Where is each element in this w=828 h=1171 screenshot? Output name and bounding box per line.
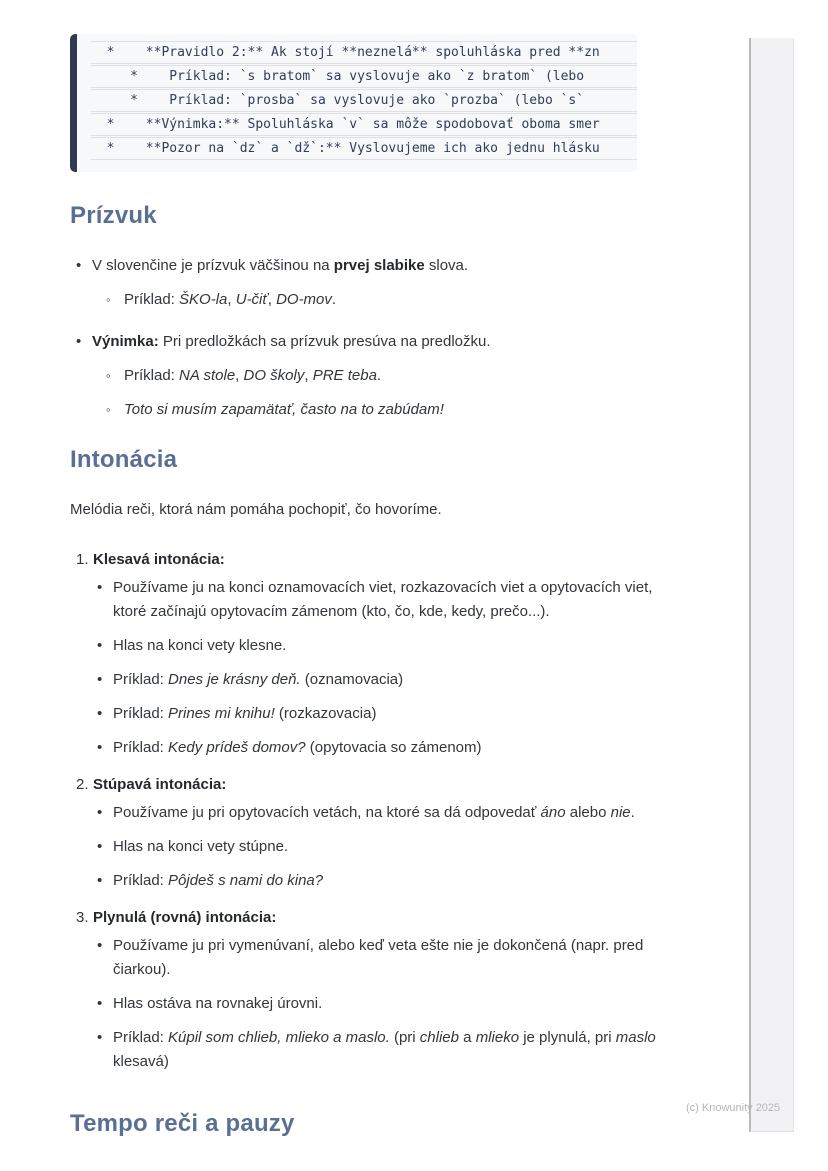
section-heading-prizvuk: Prízvuk: [70, 202, 157, 229]
item-number: 3.: [76, 909, 89, 926]
list-item: [70, 288, 690, 312]
item-title: Stúpavá intonácia:: [93, 776, 227, 793]
list-item: [70, 801, 690, 825]
bullet-icon: •: [97, 739, 103, 756]
item-title: Plynulá (rovná) intonácia:: [93, 909, 277, 926]
watermark: (c) Knowunity 2025: [686, 1102, 781, 1114]
list-item: [70, 1026, 690, 1074]
bullet-icon: •: [97, 995, 103, 1012]
bullet-icon: •: [76, 257, 82, 274]
prizvuk-list: [70, 254, 690, 422]
list-item: [70, 736, 690, 760]
bullet-icon: •: [97, 671, 103, 688]
list-item: [70, 934, 690, 982]
bullet-icon: •: [97, 838, 103, 855]
list-item: [70, 869, 690, 893]
bullet-icon: •: [97, 705, 103, 722]
list-item-text: Príklad: Kúpil som chlieb, mlieko a maslo. (pri chlieb a mlieko je plynulá, pri maslo klesavá): [113, 1029, 656, 1070]
list-item-text: Príklad: Dnes je krásny deň. (oznamovacia): [113, 671, 404, 688]
numbered-item: [70, 906, 690, 1074]
list-item: [70, 330, 690, 354]
list-item-text: Príklad: Prines mi knihu! (rozkazovacia): [113, 705, 377, 722]
list-item-text: Príklad: ŠKO-la, U-čiť, DO-mov.: [124, 291, 337, 308]
list-item-text: Hlas ostáva na rovnakej úrovni.: [113, 995, 323, 1012]
circle-bullet-icon: ◦: [106, 292, 111, 307]
document-content: [70, 34, 690, 1162]
list-item-text: Hlas na konci vety stúpne.: [113, 838, 289, 855]
code-block-lines: [77, 34, 637, 172]
circle-bullet-icon: ◦: [106, 402, 111, 417]
item-number: 1.: [76, 551, 89, 568]
bullet-icon: •: [97, 1029, 103, 1046]
item-title: Klesavá intonácia:: [93, 551, 225, 568]
circle-bullet-icon: ◦: [106, 368, 111, 383]
bullet-icon: •: [97, 937, 103, 954]
code-line: * **Výnimka:** Spoluhláska `v` sa môže spodobovať oboma smer: [91, 113, 637, 136]
bullet-icon: •: [76, 333, 82, 350]
bullet-group: [70, 254, 690, 312]
section-heading-intonacia: Intonácia: [70, 446, 178, 473]
scrollbar-track[interactable]: [749, 38, 794, 1132]
bullet-icon: •: [97, 872, 103, 889]
code-line: * Príklad: `prosba` sa vyslovuje ako `prozba` (lebo `s`: [91, 89, 637, 112]
list-item: [70, 576, 690, 624]
numbered-item-head: [70, 548, 690, 572]
intonacia-intro: Melódia reči, ktorá nám pomáha pochopiť, čo hovoríme.: [70, 501, 442, 518]
numbered-item-head: [70, 773, 690, 797]
numbered-item: [70, 548, 690, 760]
code-block: [70, 34, 637, 172]
list-item: [70, 992, 690, 1016]
list-item: [70, 702, 690, 726]
bullet-icon: •: [97, 804, 103, 821]
list-item: [70, 634, 690, 658]
list-item-text: Toto si musím zapamätať, často na to zabúdam!: [124, 401, 444, 418]
bullet-icon: •: [97, 637, 103, 654]
numbered-item-head: [70, 906, 690, 930]
intonacia-list: [70, 548, 690, 1074]
code-block-left-bar: [70, 34, 77, 172]
bullet-group: [70, 330, 690, 422]
list-item: [70, 398, 690, 422]
numbered-item: [70, 773, 690, 893]
list-item-text: Používame ju pri vymenúvaní, alebo keď veta ešte nie je dokončená (napr. pred čiarkou).: [113, 937, 644, 978]
list-item-text: V slovenčine je prízvuk väčšinou na prvej slabike slova.: [92, 257, 469, 274]
list-item: [70, 364, 690, 388]
list-item-text: Výnimka: Pri predložkách sa prízvuk presúva na predložku.: [92, 333, 491, 350]
list-item-text: Hlas na konci vety klesne.: [113, 637, 287, 654]
list-item: [70, 254, 690, 278]
section-heading-tempo: Tempo reči a pauzy: [70, 1110, 295, 1137]
bullet-icon: •: [97, 579, 103, 596]
list-item: [70, 835, 690, 859]
code-line: * **Pravidlo 2:** Ak stojí **neznelá** spoluhláska pred **zn: [91, 41, 637, 64]
list-item: [70, 668, 690, 692]
list-item-text: Príklad: NA stole, DO školy, PRE teba.: [124, 367, 382, 384]
list-item-text: Používame ju pri opytovacích vetách, na ktoré sa dá odpovedať áno alebo nie.: [113, 804, 635, 821]
code-line: * **Pozor na `dz` a `dž`:** Vyslovujeme ich ako jednu hlásku: [91, 137, 637, 160]
list-item-text: Príklad: Kedy prídeš domov? (opytovacia so zámenom): [113, 739, 482, 756]
list-item-text: Používame ju na konci oznamovacích viet, rozkazovacích viet a opytovacích viet, ktoré začínajú opytovacím zámenom (kto, čo, kde, kedy, prečo...).: [113, 579, 653, 620]
item-number: 2.: [76, 776, 89, 793]
list-item-text: Príklad: Pôjdeš s nami do kina?: [113, 872, 324, 889]
code-line: * Príklad: `s bratom` sa vyslovuje ako `z bratom` (lebo: [91, 65, 637, 88]
